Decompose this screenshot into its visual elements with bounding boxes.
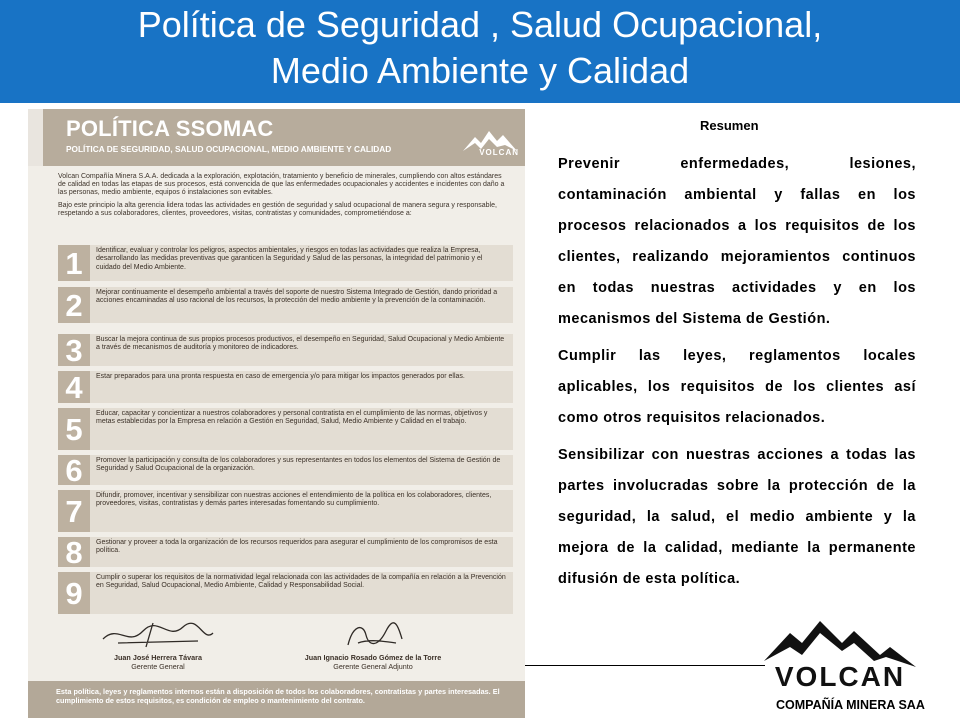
policy-item-number: 4 [58,371,90,403]
policy-item-text: Educar, capacitar y concientizar a nuestros colaboradores y personal contratista en el cumplimiento de las normas, objetivos y metas establecidas por la Empresa en relación a Gestión en Seguridad, Salud, Medio Ambiente y Calidad en el trabajo. [96,410,488,426]
divider-line [525,665,765,666]
policy-item-text: Gestionar y proveer a toda la organización de los recursos requeridos para asegurar el cumplimiento de los compromisos de esta política. [96,539,498,555]
slide-title-line-2: Medio Ambiente y Calidad [270,50,690,91]
policy-item-number: 9 [58,572,90,614]
policy-document-footer [28,681,525,718]
policy-document-footer-text: Esta política, leyes y reglamentos internos están a disposición de todos los colaboradores, contratistas y partes interesadas. El cumplimiento de estos requisitos, es condición de empleo o mantenimiento del contrato. [56,687,500,705]
signature-block-1 [88,619,228,671]
volcan-logo-text: VOLCAN [774,661,906,692]
policy-item-number: 1 [58,245,90,281]
slide-header [0,0,960,103]
policy-item-3 [58,334,513,366]
policy-item-text: Difundir, promover, incentivar y sensibilizar con nuestras acciones el entendimiento de la política en los colaboradores, clientes, proveedores, visitas, contratistas y demás partes interesadas fomentando su cumplimiento. [96,492,492,508]
signature-1-role: Gerente General [131,662,185,671]
company-name: COMPAÑÍA MINERA SAA [776,698,925,712]
policy-item-number: 6 [58,455,90,485]
signature-1-name: Juan José Herrera Távara [114,653,202,662]
policy-item-text: Mejorar continuamente el desempeño ambiental a través del soporte de nuestro Sistema Integrado de Gestión, dando prioridad a acciones encaminadas al uso racional de los recursos, la protección del medio ambiente y la prevención de la contaminación. [96,289,498,305]
intro-paragraph-1: Volcan Compañía Minera S.A.A. dedicada a la exploración, explotación, tratamiento y beneficio de minerales, cumpliendo con altos estándares de calidad en todas las etapas de sus procesos, está convencida de que las enfermedades ocupacionales y accidentes e incidentes con daño a las personas, medio ambiente, equipos ó instalaciones son evitables. [58,173,505,197]
signature-2-name: Juan Ignacio Rosado Gómez de la Torre [304,653,442,662]
policy-item-text: Identificar, evaluar y controlar los peligros, aspectos ambientales, y riesgos en todas las actividades que realiza la Empresa, desarrollando las medidas preventivas que garanticen la Seguridad y Salud de las personas, la integridad del patrimonio y el cuidado del Medio Ambiente. [96,247,483,271]
signature-2-role: Gerente General Adjunto [333,662,413,671]
slide-title [0,2,960,94]
policy-document-intro [58,173,508,222]
policy-item-8 [58,535,513,570]
policy-item-2 [58,287,513,323]
policy-document-title: POLÍTICA SSOMAC [66,116,274,141]
policy-item-5 [58,408,513,450]
signature-2-image [328,619,418,649]
policy-item-text: Promover la participación y consulta de los colaboradores y sus representantes en todos los elementos del Sistema de Gestión de Seguridad y Salud Ocupacional de la organización. [96,457,501,473]
policy-item-number: 7 [58,490,90,532]
summary-heading: Resumen [700,118,759,133]
policy-item-number: 3 [58,334,90,366]
summary-paragraph-3: Sensibilizar con nuestras acciones a todas las partes involucradas sobre la protección de la seguridad, la salud, el medio ambiente y la mejora de la calidad, mediante la permanente difusión de esta política. [558,447,916,587]
policy-document-image [28,109,525,718]
policy-item-4 [58,371,513,403]
intro-paragraph-2: Bajo este principio la alta gerencia lidera todas las actividades en gestión de seguridad y salud ocupacional de manera segura y responsable, respetando a sus colaboradores, clientes, proveedores, visitas, contratistas y comunidades, comprometiéndose a: [58,201,497,217]
summary-paragraph-2: Cumplir las leyes, reglamentos locales aplicables, los requisitos de los clientes así como otros requisitos relacionados. [558,348,916,426]
signature-1-image [98,619,218,649]
policy-item-6 [58,453,513,488]
policy-item-number: 8 [58,537,90,567]
slide-title-line-1: Política de Seguridad , Salud Ocupacional, [137,4,823,45]
policy-document-subtitle: POLÍTICA DE SEGURIDAD, SALUD OCUPACIONAL, MEDIO AMBIENTE Y CALIDAD [66,144,392,154]
header-stripe [28,109,43,166]
policy-item-text: Cumplir o superar los requisitos de la normatividad legal relacionada con las actividades de la compañía en relación a la Prevención en Seguridad, Salud Ocupacional, Medio Ambiente, Calidad y Responsabilidad Social. [96,574,506,590]
policy-document-logo-text: VOLCAN [479,148,519,157]
summary-paragraph-1: Prevenir enfermedades, lesiones, contaminación ambiental y fallas en los procesos relacionados a los requisitos de los clientes, realizando mejoramientos continuos en todas nuestras actividades y en los mecanismos del Sistema de Gestión. [558,156,916,327]
policy-item-number: 5 [58,408,90,450]
summary-body [558,149,916,601]
signature-block-2 [283,619,463,671]
policy-item-1 [58,245,513,281]
policy-document-header [28,109,525,166]
policy-item-text: Buscar la mejora continua de sus propios procesos productivos, el desempeño en Seguridad, Salud Ocupacional y Medio Ambiente a través de mecanismos de auditoría y monitoreo de indicadores. [96,336,505,352]
policy-item-number: 2 [58,287,90,323]
policy-item-7 [58,490,513,532]
policy-item-9 [58,572,513,614]
policy-item-text: Estar preparados para una pronta respuesta en caso de emergencia y/o para mitigar los impactos generados por ellas. [96,373,465,380]
